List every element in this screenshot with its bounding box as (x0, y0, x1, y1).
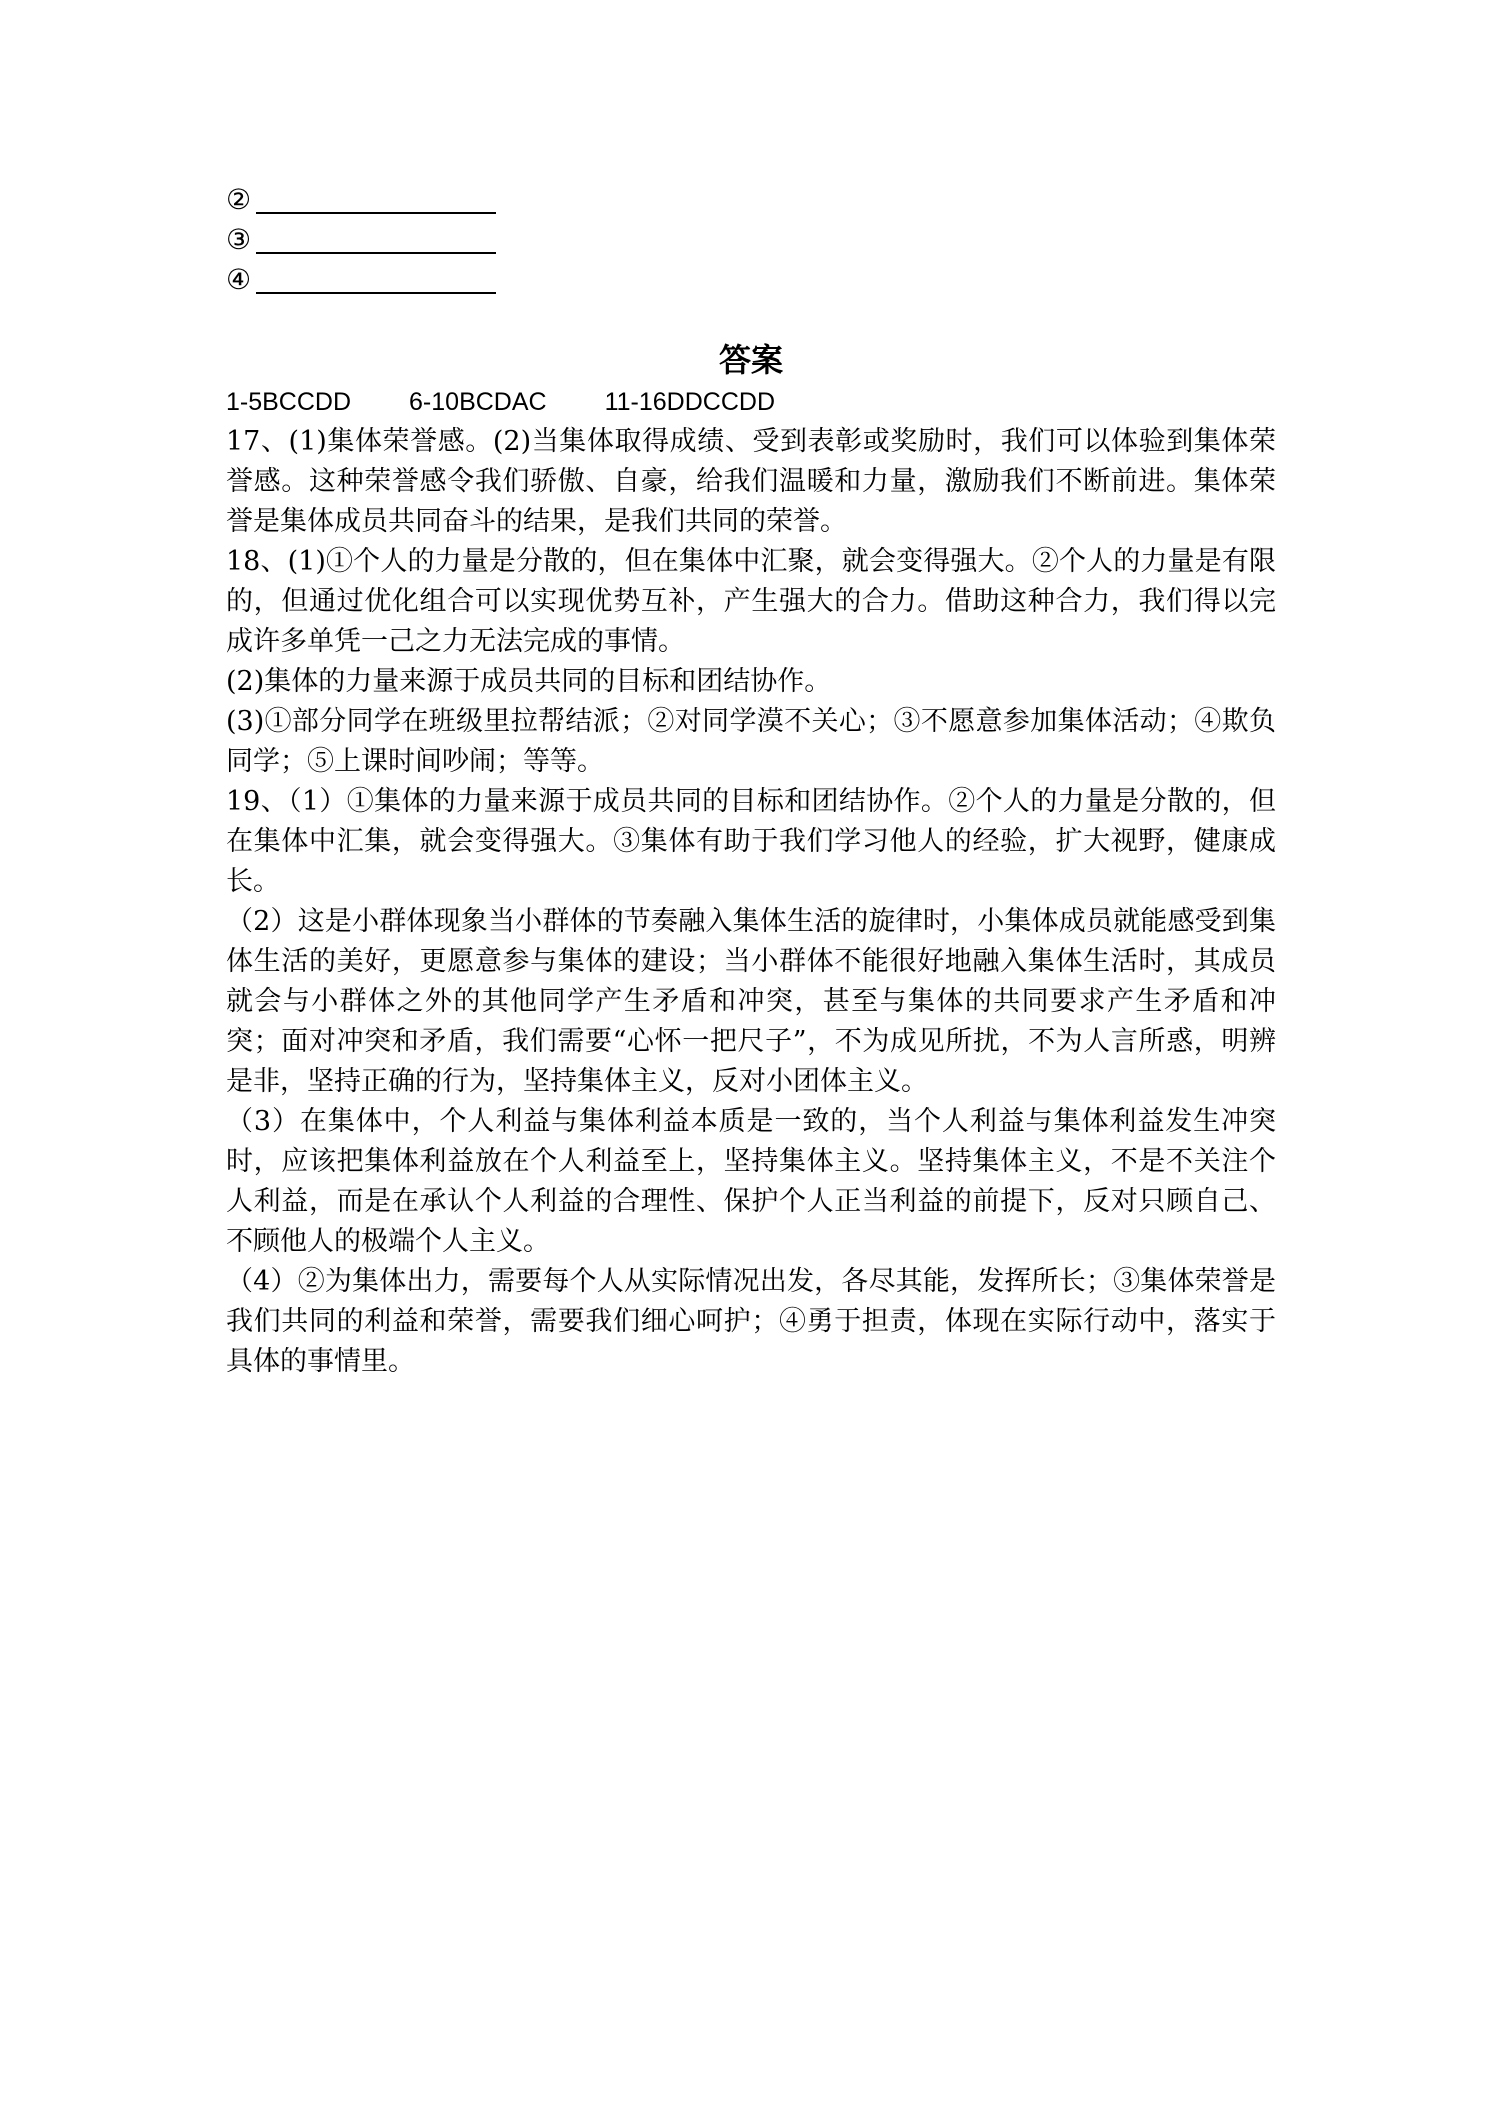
blank-marker: ② (226, 183, 252, 216)
blank-underline (256, 182, 496, 214)
blank-line-3 (226, 220, 1276, 260)
choice-answers (226, 382, 1276, 422)
answer-19-4: （4）②为集体出力，需要每个人从实际情况出发，各尽其能，发挥所长；③集体荣誉是我们共同的利益和荣誉，需要我们细心呵护；④勇于担责，体现在实际行动中，落实于具体的事情里。 (226, 1266, 1276, 1377)
answer-19-1: 19、（1）①集体的力量来源于成员共同的目标和团结协作。②个人的力量是分散的，但在集体中汇集，就会变得强大。③集体有助于我们学习他人的经验，扩大视野，健康成长。 (226, 786, 1276, 897)
blank-line-4 (226, 260, 1276, 300)
blank-line-2 (226, 180, 1276, 220)
choice-answer-group: 6-10BCDAC (409, 388, 547, 416)
blank-underline (256, 262, 496, 294)
answer-title: 答案 (718, 341, 783, 379)
blank-marker: ③ (226, 223, 252, 256)
answer-18-1: 18、(1)①个人的力量是分散的，但在集体中汇聚，就会变得强大。②个人的力量是有限的，但通过优化组合可以实现优势互补，产生强大的合力。借助这种合力，我们得以完成许多单凭一己之力无法完成的事情。 (226, 546, 1276, 657)
blank-underline (256, 222, 496, 254)
choice-answer-group: 11-16DDCCDD (604, 388, 776, 416)
choice-answer-group: 1-5BCCDD (226, 388, 352, 416)
blank-marker: ④ (226, 263, 252, 296)
answer-18-2: (2)集体的力量来源于成员共同的目标和团结协作。 (226, 666, 832, 697)
document-page (226, 180, 1276, 1382)
answer-17: 17、(1)集体荣誉感。(2)当集体取得成绩、受到表彰或奖励时，我们可以体验到集体荣誉感。这种荣誉感令我们骄傲、自豪，给我们温暖和力量，激励我们不断前进。集体荣誉是集体成员共同奋斗的结果，是我们共同的荣誉。 (226, 426, 1276, 537)
answer-19-3: （3）在集体中，个人利益与集体利益本质是一致的，当个人利益与集体利益发生冲突时，应该把集体利益放在个人利益至上，坚持集体主义。坚持集体主义，不是不关注个人利益，而是在承认个人利益的合理性、保护个人正当利益的前提下，反对只顾自己、不顾他人的极端个人主义。 (226, 1106, 1276, 1257)
answer-19-2: （2）这是小群体现象当小群体的节奏融入集体生活的旋律时，小集体成员就能感受到集体生活的美好，更愿意参与集体的建设；当小群体不能很好地融入集体生活时，其成员就会与小群体之外的其他同学产生矛盾和冲突，甚至与集体的共同要求产生矛盾和冲突；面对冲突和矛盾，我们需要“心怀一把尺子”，不为成见所扰，不为人言所惑，明辨是非，坚持正确的行为，坚持集体主义，反对小团体主义。 (226, 906, 1276, 1097)
answer-18-3: (3)①部分同学在班级里拉帮结派；②对同学漠不关心；③不愿意参加集体活动；④欺负同学；⑤上课时间吵闹；等等。 (226, 706, 1276, 777)
